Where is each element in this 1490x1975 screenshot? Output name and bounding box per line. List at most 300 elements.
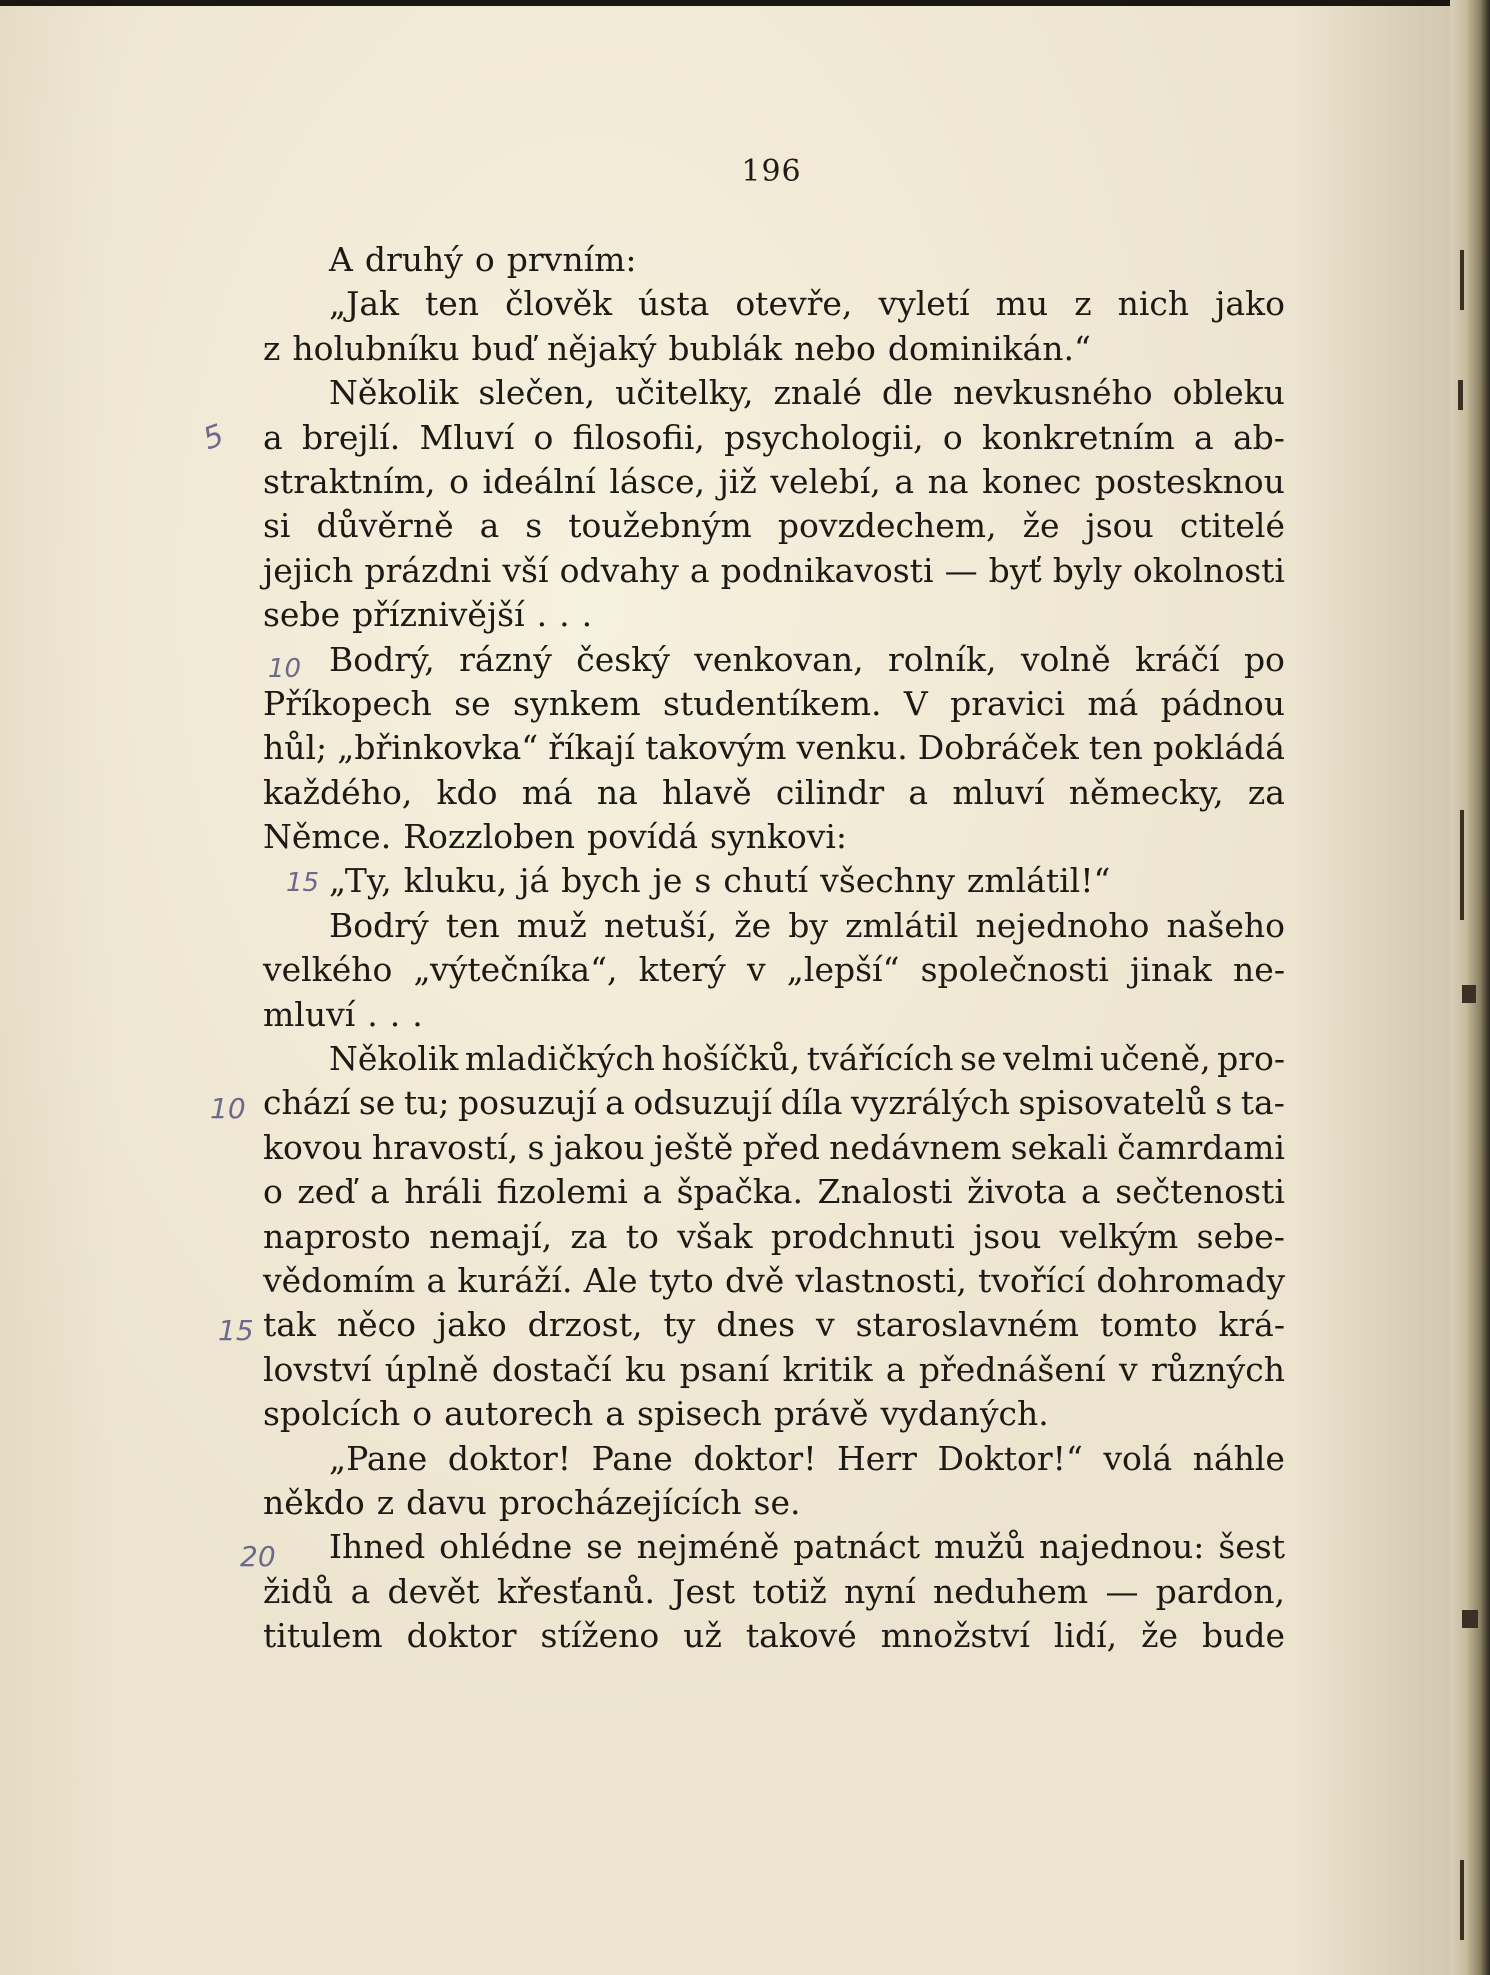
word: se (959, 1039, 997, 1079)
word: se (358, 1083, 396, 1123)
margin-note-5: 5 (198, 417, 229, 458)
word: s (525, 506, 543, 546)
word: volá (1103, 1438, 1173, 1478)
word: doktor! (693, 1438, 817, 1478)
word: o (533, 417, 554, 457)
word: a (605, 1394, 625, 1434)
word: Němce. (263, 817, 392, 857)
word: o (474, 240, 495, 279)
word: ta- (1240, 1083, 1285, 1123)
word: díla (780, 1083, 843, 1123)
word: náhle (1192, 1438, 1285, 1478)
text-line (263, 282, 1285, 326)
word: před (742, 1127, 820, 1167)
word: já (519, 861, 550, 901)
word: židů (263, 1571, 334, 1611)
word: neduhem (932, 1571, 1089, 1611)
word: dohromady (1096, 1260, 1285, 1300)
text-line (263, 593, 1285, 637)
word: . (367, 994, 378, 1034)
word: který (638, 950, 726, 990)
word: někdo (263, 1482, 365, 1522)
word: krá- (1218, 1305, 1285, 1345)
word: dostačí (491, 1349, 612, 1389)
word: má (521, 772, 573, 812)
word: V (903, 683, 928, 723)
word: dnes (716, 1305, 796, 1345)
word: jsou (973, 1216, 1042, 1256)
word: otevře, (735, 284, 853, 324)
word: Jest (672, 1571, 736, 1611)
word: právě (773, 1394, 869, 1434)
margin-note-10: 10 (268, 654, 302, 684)
word: za (570, 1216, 608, 1256)
word: nebo (794, 328, 876, 368)
text-line (263, 1259, 1285, 1303)
word: ne- (1233, 950, 1285, 990)
word: venku. (796, 728, 908, 768)
word: „výtečníka“, (413, 950, 618, 990)
word: synkovi: (710, 817, 848, 857)
word: fizolemi (496, 1172, 628, 1212)
word: odvahy (559, 550, 679, 590)
text-line (263, 859, 1285, 903)
word: hůl; (263, 728, 328, 768)
word: filosofii, (572, 417, 705, 457)
word: hlavě (662, 772, 752, 812)
word: drzost, (527, 1305, 643, 1345)
word: že (734, 905, 772, 945)
word: takovým (645, 728, 787, 768)
word: najednou: (1039, 1527, 1205, 1567)
word: učitelky, (615, 373, 754, 413)
word: ab- (1232, 417, 1285, 457)
word: spolcích (263, 1394, 401, 1434)
word: nevkusného (953, 373, 1153, 413)
word: pardon, (1155, 1571, 1285, 1611)
word: . (581, 595, 593, 635)
word: všechny (820, 861, 955, 901)
word: „lepší“ (786, 950, 900, 990)
word: pádnou (1160, 683, 1285, 723)
word: byly (1052, 550, 1122, 590)
word: davu (406, 1482, 487, 1522)
word: se. (753, 1482, 801, 1522)
word: a (1081, 1172, 1101, 1212)
word: Ihned (329, 1527, 426, 1567)
word: prázdni (364, 550, 492, 590)
word: zmlátil!“ (966, 861, 1111, 901)
word: o (263, 1172, 283, 1212)
text-line (263, 904, 1285, 948)
word: venkovan, (694, 639, 864, 679)
text-line (263, 948, 1285, 992)
word: okolnosti (1132, 550, 1285, 590)
word: totiž (752, 1571, 827, 1611)
text-line (263, 1392, 1285, 1436)
text-line (263, 504, 1285, 548)
word: zeď (297, 1172, 356, 1212)
word: velebí, (770, 461, 881, 501)
word: s (527, 1127, 545, 1167)
word: Dobráček (917, 728, 1079, 768)
word: a (642, 1172, 663, 1212)
word: o (449, 461, 469, 501)
word: a (263, 417, 283, 457)
word: bych (561, 861, 641, 901)
word: člověk (505, 284, 613, 324)
word: brejlí. (301, 417, 401, 457)
word: sebe (263, 595, 341, 635)
word: mladičkých (464, 1039, 655, 1079)
word: nejméně (636, 1527, 780, 1567)
margin-note-15: 15 (286, 868, 320, 898)
word: autorech (444, 1394, 594, 1434)
word: stíženo (540, 1616, 660, 1656)
word: v (815, 1305, 835, 1345)
word: kráčí (1135, 639, 1220, 679)
word: o (412, 1394, 433, 1434)
text-line (263, 682, 1285, 726)
word: staroslavném (855, 1305, 1079, 1345)
word: a (426, 1260, 447, 1300)
text-line (263, 1037, 1285, 1081)
page-number: 196 (741, 154, 802, 189)
word: špačka. (676, 1172, 803, 1212)
word: Mluví (419, 417, 515, 457)
word: kluku, (403, 861, 508, 901)
word: jsou (1085, 506, 1154, 546)
word: . (389, 994, 401, 1034)
word: „Ty, (329, 861, 392, 901)
word: by (788, 905, 829, 945)
text-line (263, 1303, 1285, 1347)
word: tu; (403, 1083, 450, 1123)
word: synkem (513, 683, 641, 723)
word: hravostí, (371, 1127, 519, 1167)
word: mu (995, 284, 1049, 324)
body-text (263, 238, 1285, 1659)
word: — (944, 550, 978, 590)
word: Doktor!“ (937, 1438, 1083, 1478)
word: „Pane (329, 1438, 428, 1478)
word: sečtenosti (1115, 1172, 1285, 1212)
word: psaní (679, 1349, 770, 1389)
word: Bodrý, (329, 639, 435, 679)
word: jako (1215, 284, 1285, 324)
word: ideální (482, 461, 596, 501)
word: na (927, 461, 969, 501)
word: sebe- (1196, 1216, 1285, 1256)
text-line (263, 238, 1285, 282)
word: pokládá (1152, 728, 1285, 768)
text-line (263, 771, 1285, 815)
word: vědomím (263, 1260, 416, 1300)
word: množství (880, 1616, 1030, 1656)
word: tyto (648, 1260, 714, 1300)
word: spisech (636, 1394, 762, 1434)
edge-mark (1462, 985, 1476, 1003)
word: kdo (436, 772, 498, 812)
word: každého, (263, 772, 413, 812)
margin-note-10b: 10 (210, 1092, 246, 1125)
word: Rozzloben (403, 817, 576, 857)
text-line (263, 993, 1285, 1037)
word: bude (1201, 1616, 1285, 1656)
word: německy, (1068, 772, 1224, 812)
word: jejich (263, 550, 354, 590)
word: po (1243, 639, 1285, 679)
word: v (1118, 1349, 1138, 1389)
word: vyzrálých (850, 1083, 1010, 1123)
edge-mark (1460, 250, 1464, 310)
word: procházejících (498, 1482, 742, 1522)
word: netuší, (603, 905, 718, 945)
word: prvním: (506, 240, 637, 279)
word: nějaký (547, 328, 657, 368)
word: Bodrý (329, 905, 429, 945)
word: a (908, 772, 929, 812)
word: za (1247, 772, 1285, 812)
word: Znalosti (817, 1172, 953, 1212)
word: tak (263, 1305, 316, 1345)
word: Herr (837, 1438, 917, 1478)
word: holubníku (292, 328, 460, 368)
word: postesknou (1094, 461, 1285, 501)
word: kovou (263, 1127, 363, 1167)
word: ku (625, 1349, 667, 1389)
word: straktním, (263, 461, 436, 501)
word: ctitelé (1179, 506, 1285, 546)
word: společnosti (920, 950, 1109, 990)
word: již (718, 461, 757, 501)
word: se (454, 683, 491, 723)
word: je (652, 861, 683, 901)
word: a (885, 1349, 906, 1389)
word: má (1087, 683, 1139, 723)
word: byť (988, 550, 1042, 590)
word: velkého (263, 950, 393, 990)
word: z (1074, 284, 1092, 324)
word: různých (1150, 1349, 1285, 1389)
word: dle (881, 373, 934, 413)
word: však (677, 1216, 753, 1256)
word: spisovatelů (1018, 1083, 1207, 1123)
word: volně (1020, 639, 1111, 679)
word: rolník, (887, 639, 997, 679)
word: ten (425, 284, 480, 324)
word: doktor (406, 1616, 517, 1656)
book-edge (1450, 0, 1490, 1975)
word: že (1022, 506, 1060, 546)
word: psychologii, (724, 417, 924, 457)
word: bublák (668, 328, 783, 368)
word: mužů (933, 1527, 1026, 1567)
word: a (605, 1083, 625, 1123)
word: už (683, 1616, 722, 1656)
word: na (596, 772, 638, 812)
word: „Jak (329, 284, 399, 324)
word: učeně, (1100, 1039, 1211, 1079)
word: buď (471, 328, 536, 368)
word: povzdechem, (777, 506, 997, 546)
word: kuráží. (457, 1260, 573, 1300)
text-line (263, 1525, 1285, 1569)
word: devět (387, 1571, 480, 1611)
word: a (350, 1571, 371, 1611)
word: úplně (384, 1349, 479, 1389)
book-page (0, 6, 1470, 1975)
word: lásce, (609, 461, 706, 501)
word: lovství (263, 1349, 372, 1389)
word: dominikán.“ (887, 328, 1091, 368)
text-line (263, 1481, 1285, 1525)
word: velkým (1059, 1216, 1179, 1256)
word: vyletí (878, 284, 970, 324)
word: kritik (782, 1349, 873, 1389)
word: prodchnuti (770, 1216, 955, 1256)
word: nyní (844, 1571, 916, 1611)
word: si (263, 506, 291, 546)
word: Pane (591, 1438, 673, 1478)
word: to (625, 1216, 659, 1256)
text-line (263, 638, 1285, 682)
word: lidí, (1053, 1616, 1118, 1656)
word: našeho (1166, 905, 1285, 945)
word: pro- (1217, 1039, 1285, 1079)
text-line (263, 1215, 1285, 1259)
word: přednášení (918, 1349, 1106, 1389)
word: z (376, 1482, 395, 1522)
word: nedávnem (829, 1127, 1002, 1167)
word: velmi (1002, 1039, 1094, 1079)
word: čamrdami (1117, 1127, 1285, 1167)
word: Několik (329, 1039, 459, 1079)
word: říkají (548, 728, 635, 768)
word: muž (516, 905, 587, 945)
word: příznivější (352, 595, 525, 635)
word: mluví (952, 772, 1045, 812)
text-line (263, 1437, 1285, 1481)
word: titulem (263, 1616, 383, 1656)
word: ty (663, 1305, 696, 1345)
text-line (263, 815, 1285, 859)
word: . (412, 994, 423, 1034)
word: vší (502, 550, 549, 590)
word: šest (1218, 1527, 1285, 1567)
word: studentíkem. (663, 683, 882, 723)
word: doktor! (447, 1438, 571, 1478)
word: . (536, 595, 548, 635)
text-line (263, 549, 1285, 593)
word: takové (745, 1616, 857, 1656)
word: mluví (263, 994, 356, 1034)
word: něco (336, 1305, 416, 1345)
word: dvě (724, 1260, 785, 1300)
word: a (370, 1172, 390, 1212)
word: jinak (1130, 950, 1212, 990)
word: ohlédne (439, 1527, 573, 1567)
edge-mark (1462, 1610, 1478, 1628)
word: ještě (653, 1127, 734, 1167)
word: naprosto (263, 1216, 411, 1256)
word: života (967, 1172, 1067, 1212)
word: a (1194, 417, 1214, 457)
word: že (1141, 1616, 1179, 1656)
word: „břinkovka“ (337, 728, 539, 768)
word: chutí (723, 861, 809, 901)
word: sekali (1010, 1127, 1108, 1167)
word: Příkopech (263, 683, 432, 723)
word: rázný (459, 639, 552, 679)
word: konkretním (982, 417, 1175, 457)
edge-mark (1460, 810, 1464, 920)
text-line (263, 1614, 1285, 1658)
word: nich (1117, 284, 1190, 324)
text-line (263, 1170, 1285, 1214)
word: český (576, 639, 670, 679)
word: důvěrně (316, 506, 454, 546)
word: a (689, 550, 710, 590)
text-line (263, 1570, 1285, 1614)
word: z (263, 328, 281, 368)
word: v (746, 950, 766, 990)
text-line (263, 416, 1285, 460)
word: podnikavosti (720, 550, 934, 590)
word: se (586, 1527, 623, 1567)
word: s (1215, 1083, 1233, 1123)
word: ústa (638, 284, 710, 324)
word: druhý (364, 240, 463, 279)
word: Ale (583, 1260, 638, 1300)
word: jakou (553, 1127, 645, 1167)
text-line (263, 460, 1285, 504)
text-line (263, 1348, 1285, 1392)
word: znalé (773, 373, 862, 413)
word: zmlátil (845, 905, 959, 945)
word: — (1105, 1571, 1139, 1611)
word: A (329, 240, 353, 279)
text-line (263, 1126, 1285, 1170)
word: hráli (404, 1172, 483, 1212)
word: slečen, (478, 373, 596, 413)
word: vydaných. (880, 1394, 1049, 1434)
text-line (263, 371, 1285, 415)
word: s (694, 861, 712, 901)
word: toužebným (568, 506, 752, 546)
word: tvořící (978, 1260, 1086, 1300)
word: tomto (1099, 1305, 1198, 1345)
edge-mark (1460, 1860, 1464, 1940)
word: křesťanů. (496, 1571, 655, 1611)
word: posuzují (458, 1083, 597, 1123)
margin-note-20: 20 (240, 1540, 276, 1573)
word: a (479, 506, 500, 546)
margin-note-15b: 15 (218, 1314, 254, 1347)
word: patnáct (793, 1527, 920, 1567)
word: tvářících (806, 1039, 954, 1079)
word: povídá (587, 817, 699, 857)
word: odsuzují (633, 1083, 772, 1123)
word: vlastnosti, (795, 1260, 967, 1300)
text-line (263, 327, 1285, 371)
word: a (894, 461, 915, 501)
word: ten (1088, 728, 1143, 768)
word: hošíčků, (661, 1039, 801, 1079)
word: nejednoho (975, 905, 1150, 945)
edge-mark (1458, 380, 1463, 410)
word: o (942, 417, 963, 457)
